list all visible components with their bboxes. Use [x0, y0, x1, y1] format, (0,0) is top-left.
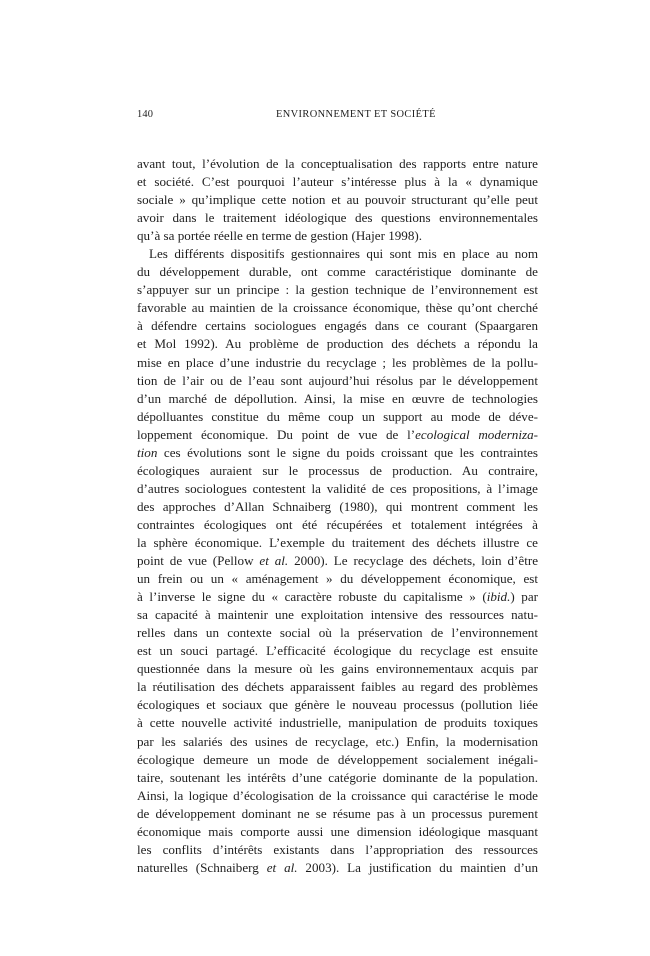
text-line: qu’à sa portée réelle en terme de gestion (Hajer 1998). [137, 228, 423, 244]
italic-term: tion [137, 444, 158, 460]
text-line: la réutilisation des déchets apparaissent faibles au regard des problèmes [137, 679, 538, 695]
text-line: Les différents dispositifs gestionnaires qui sont mis en place au nom [149, 246, 538, 262]
paragraph-continued [137, 155, 538, 245]
text-line: dépolluantes constitue du même coup un support au mode de déve- [137, 408, 538, 424]
text-segment: naturelles (Schnaiberg [137, 859, 267, 875]
text-line: à défendre certains sociologues engagés dans ce courant (Spaargaren [137, 318, 538, 334]
text-line: d’un marché de dépollution. Ainsi, la mise en œuvre de technologies [137, 390, 538, 406]
paragraph-main [137, 245, 538, 877]
text-segment: point de vue (Pellow [137, 553, 260, 569]
text-line: les conflits d’intérêts existants dans l’appropriation des ressources [137, 841, 538, 857]
text-line: tion de l’air ou de l’eau sont aujourd’hui résolus par le développement [137, 372, 538, 388]
text-line: favorable au maintien de la croissance économique, thèse qu’ont cherché [137, 300, 538, 316]
text-line: et Mol 1992). Au problème de production des déchets a répondu la [137, 336, 538, 352]
page-number: 140 [137, 109, 154, 120]
text-segment: ) par [510, 589, 538, 605]
text-line: questionnée dans la mesure où les gains environnementaux acquis par [137, 661, 538, 677]
text-line: sociale » qu’implique cette notion et au pouvoir structurant qu’elle peut [137, 192, 538, 208]
text-line [137, 426, 538, 444]
running-title: ENVIRONNEMENT ET SOCIÉTÉ [276, 109, 436, 120]
text-segment: ces évolutions sont le signe du poids croissant que les contraintes [157, 444, 538, 460]
text-line: et société. C’est pourquoi l’auteur s’intéresse plus à la « dynamique [137, 174, 538, 190]
text-line: taire, soutenant les intérêts d’une catégorie dominante de la population. [137, 769, 538, 785]
text-line: par les salariés des usines de recyclage, etc.) Enfin, la modernisation [137, 733, 538, 749]
text-line: de développement dominant ne se résume pas à un processus purement [137, 805, 538, 821]
text-line: est un souci partagé. L’efficacité écologique du recyclage est ensuite [137, 643, 538, 659]
italic-term: et al. [266, 859, 298, 875]
text-line [137, 444, 538, 462]
text-line: écologique demeure un mode de développement socialement inégali- [137, 751, 538, 767]
text-line: contraintes écologiques ont été récupérées et totalement intégrées à [137, 516, 538, 532]
text-line: relles dans un contexte social où la préservation de l’environnement [137, 625, 538, 641]
text-segment: 2000). Le recyclage des déchets, loin d’être [288, 553, 538, 569]
text-line: des approches d’Allan Schnaiberg (1980), qui montrent comment les [137, 498, 538, 514]
text-line: écologiques et sociaux que génère le nouveau processus (pollution liée [137, 697, 538, 713]
text-line: économique mais comporte aussi une dimension idéologique masquant [137, 823, 538, 839]
text-line [137, 588, 538, 606]
italic-term: et al. [259, 553, 289, 569]
text-line: écologiques auraient sur le processus de production. Au contraire, [137, 462, 538, 478]
text-segment: à l’inverse le signe du « caractère robuste du capitalisme » ( [137, 589, 487, 605]
running-head [137, 109, 537, 123]
text-line: s’appuyer sur un principe : la gestion technique de l’environnement est [137, 282, 538, 298]
text-line: d’autres sociologues contestent la validité de ces propositions, à l’image [137, 480, 538, 496]
body-text [137, 155, 538, 877]
text-line: sa capacité à maintenir une exploitation intensive des ressources natu- [137, 607, 538, 623]
text-line: mise en place d’une industrie du recyclage ; les problèmes de la pollu- [137, 354, 538, 370]
text-line: du développement durable, ont comme caractéristique dominante de [137, 264, 538, 280]
text-segment: loppement économique. Du point de vue de l’ [137, 426, 416, 442]
text-line: avoir dans le traitement idéologique des questions environnementales [137, 210, 538, 226]
text-segment: 2003). La justification du maintien d’un [297, 859, 538, 875]
text-line: à cette nouvelle activité industrielle, manipulation de produits toxiques [137, 715, 538, 731]
text-line [137, 859, 538, 877]
text-line: un frein ou un « aménagement » du développement économique, est [137, 571, 538, 587]
text-line: la sphère économique. L’exemple du traitement des déchets illustre ce [137, 534, 538, 550]
text-line: Ainsi, la logique d’écologisation de la croissance qui caractérise le mode [137, 787, 538, 803]
text-line: avant tout, l’évolution de la conceptualisation des rapports entre nature [137, 156, 538, 171]
italic-term: ibid. [486, 589, 511, 605]
italic-term: ecological moderniza- [415, 426, 538, 442]
text-line [137, 552, 538, 570]
